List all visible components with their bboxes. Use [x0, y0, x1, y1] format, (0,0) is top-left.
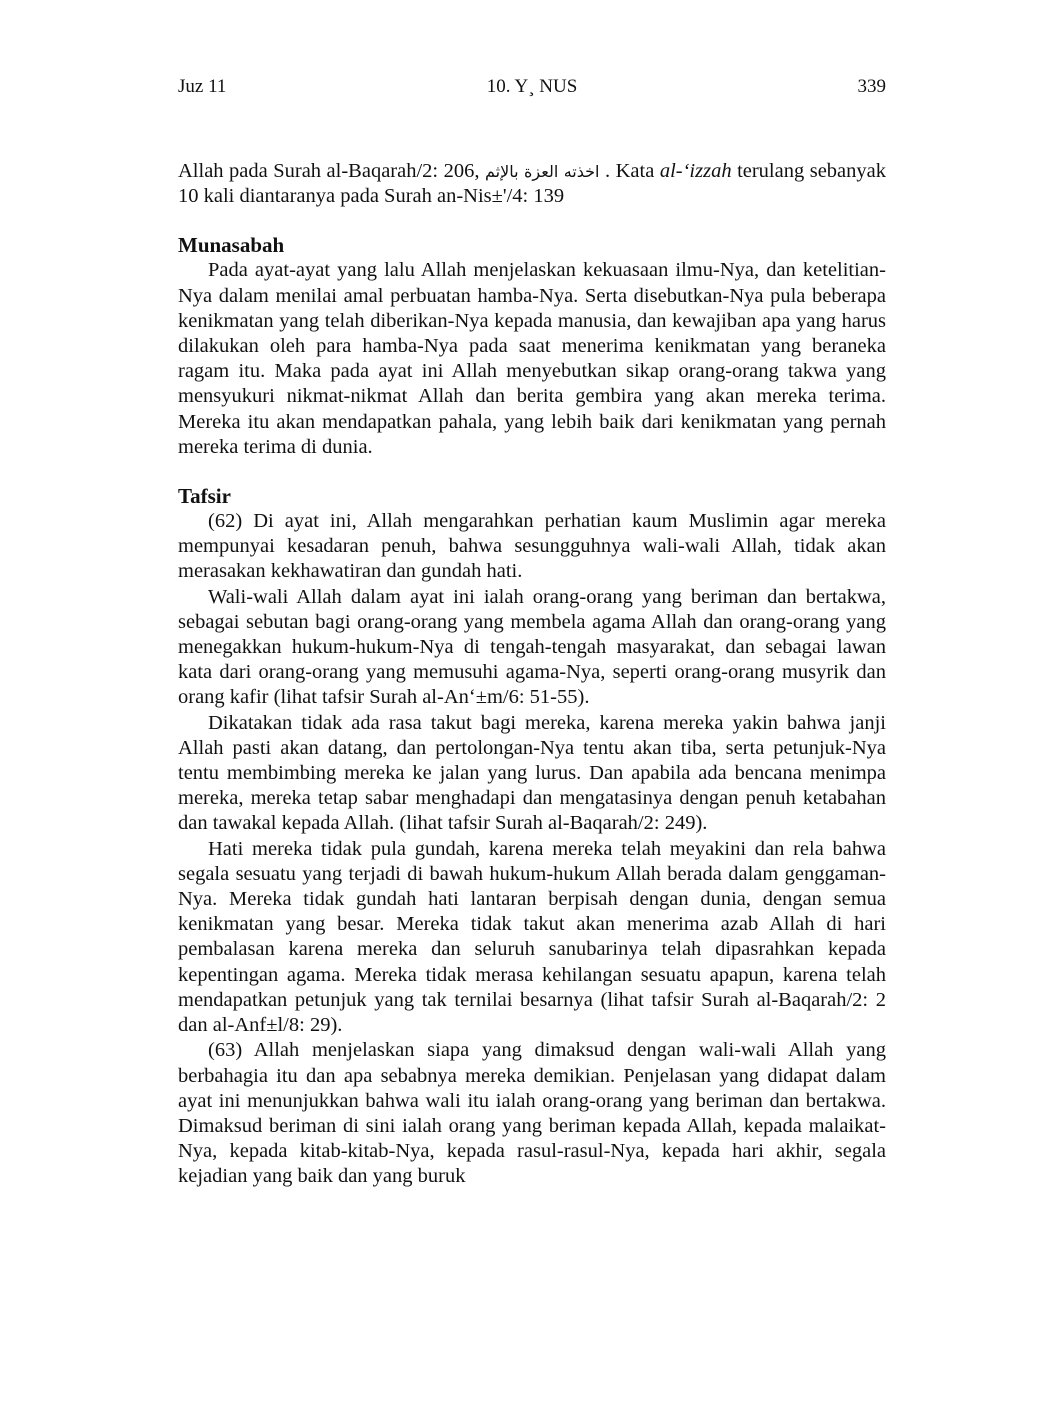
arabic-quote: اخذته العزة بالإثم: [485, 162, 600, 181]
tafsir-paragraph: (63) Allah menjelaskan siapa yang dimaksud dengan wali-wali Allah yang berbahagia itu dan apa sebabnya mereka demikian. Penjelasan yang didapat dalam ayat ini menunjukkan bahwa wali itu ialah orang-orang yang beriman dan bertakwa. Dimaksud beriman di sini ialah orang yang beriman kepada Allah, kepada malaikat-Nya, kepada kitab-kitab-Nya, kepada rasul-rasul-Nya, kepada hari akhir, segala kejadian yang baik dan yang buruk: [178, 1039, 886, 1188]
tafsir-paragraph: Dikatakan tidak ada rasa takut bagi mereka, karena mereka yakin bahwa janji Allah pasti akan datang, dan pertolongan-Nya tentu akan tiba, serta petunjuk-Nya tentu membimbing mereka ke jalan yang lurus. Dan apabila ada bencana menimpa mereka, mereka tetap sabar menghadapi dan mengatasinya dengan penuh ketabahan dan tawakal kepada Allah. (lihat tafsir Surah al-Baqarah/2: 249).: [178, 711, 886, 835]
intro-paragraph: [178, 159, 886, 209]
munasabah-paragraph: Pada ayat-ayat yang lalu Allah menjelaskan kekuasaan ilmu-Nya, dan ketelitian-Nya dalam menilai amal perbuatan hamba-Nya. Serta disebutkan-Nya pula beberapa kenikmatan yang telah diberikan-Nya kepada manusia, dan kewajiban apa yang harus dilakukan oleh para hamba-Nya pada saat menerima kenikmatan yang beraneka ragam itu. Maka pada ayat ini Allah menyebutkan sikap orang-orang takwa yang mensyukuri nikmat-nikmat Allah dan berita gembira yang akan mereka terima. Mereka itu akan mendapatkan pahala, yang lebih baik dari kenikmatan yang pernah mereka terima di dunia.: [178, 259, 886, 458]
tafsir-paragraph: (62) Di ayat ini, Allah mengarahkan perhatian kaum Muslimin agar mereka mempunyai kesadaran penuh, bahwa sesungguhnya wali-wali Allah, tidak akan merasakan kekhawatiran dan gundah hati.: [178, 510, 886, 583]
intro-kata: . Kata: [604, 160, 655, 182]
page-body: [178, 159, 886, 1190]
term-izzah: al-‘izzah: [659, 160, 732, 182]
intro-text: Allah pada Surah al-Baqarah/2: 206,: [178, 160, 480, 182]
munasabah-heading: Munasabah: [178, 233, 285, 258]
section-spacer: [178, 460, 886, 484]
page-number: 339: [857, 76, 886, 97]
tafsir-paragraph: Wali-wali Allah dalam ayat ini ialah orang-orang yang beriman dan bertakwa, sebagai sebutan bagi orang-orang yang membela agama Allah dan orang-orang yang menegakkan hukum-hukum-Nya di tengah-tengah masyarakat, dan sebagai lawan kata dari orang-orang yang memusuhi agama-Nya, seperti orang-orang musyrik dan orang kafir (lihat tafsir Surah al-An‘±m/6: 51-55).: [178, 585, 886, 709]
juz-label: Juz 11: [178, 76, 227, 97]
surah-title: 10. Y¸ NUS: [486, 76, 578, 97]
tafsir-paragraph: Hati mereka tidak pula gundah, karena mereka telah meyakini dan rela bahwa segala sesuatu yang terjadi di bawah hukum-hukum Allah berada dalam genggaman-Nya. Mereka tidak gundah hati lantaran berpisah dengan dunia, dengan semua kenikmatan yang besar. Mereka tidak takut akan menerima azab Allah di hari pembalasan karena mereka dan seluruh sanubarinya telah dipasrahkan kepada kepentingan agama. Mereka tidak merasa kehilangan sesuatu apapun, karena telah mendapatkan petunjuk yang tak ternilai besarnya (lihat tafsir Surah al-Baqarah/2: 2 dan al-Anf±l/8: 29).: [178, 837, 886, 1037]
section-spacer: [178, 209, 886, 233]
page-header: [178, 76, 886, 100]
intro-rest: terulang sebanyak 10 kali diantaranya pada Surah an-Nis±'/4: 139: [178, 160, 886, 208]
tafsir-heading: Tafsir: [178, 484, 231, 509]
